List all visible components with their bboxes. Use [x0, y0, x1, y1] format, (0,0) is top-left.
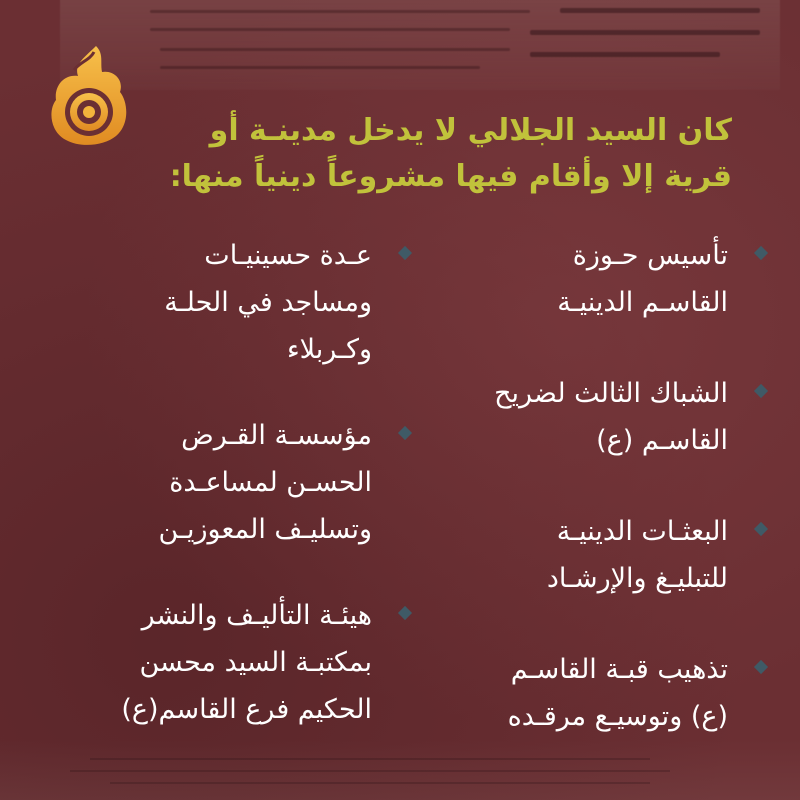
list-item: [426, 232, 756, 326]
diamond-bullet-icon: [398, 426, 412, 440]
list-item-line: القاسـم (ع): [596, 425, 728, 456]
diamond-bullet-icon: [754, 660, 768, 674]
list-item-line: وتسليـف المعوزيـن: [158, 514, 372, 545]
list-item-line: وكـربلاء: [286, 334, 372, 365]
list-item-line: الشباك الثالث لضريح: [494, 378, 728, 409]
list-item-line: بمكتبـة السيد محسن: [139, 647, 372, 678]
list-item-line: مؤسسـة القـرض: [181, 420, 372, 451]
list-item-line: عـدة حسينيـات: [204, 240, 372, 271]
diamond-bullet-icon: [398, 246, 412, 260]
list-item-line: للتبليـغ والإرشـاد: [546, 563, 728, 594]
list-item-line: هيئـة التأليـف والنشر: [141, 600, 372, 631]
list-item-line: الحسـن لمساعـدة: [169, 467, 372, 498]
list-item: [426, 508, 756, 602]
list-item: [426, 646, 756, 740]
list-item-line: القاسـم الدينيـة: [557, 287, 728, 318]
list-item-line: تأسيس حـوزة: [572, 240, 728, 271]
list-item: [70, 412, 400, 553]
headline-line-2: قرية إلا وأقام فيها مشروعاً دينياً منها:: [169, 159, 732, 194]
list-item: [70, 232, 400, 373]
list-item-line: (ع) وتوسيـع مرقـده: [507, 701, 728, 732]
diamond-bullet-icon: [754, 246, 768, 260]
list-item: [426, 370, 756, 464]
manuscript-texture-bottom: [0, 740, 800, 800]
headline-line-1: كان السيد الجلالي لا يدخل مدينـة أو: [209, 113, 732, 148]
diamond-bullet-icon: [754, 384, 768, 398]
manuscript-texture: [60, 0, 780, 90]
list-item-line: الحكيم فرع القاسم(ع): [121, 694, 372, 725]
list-item: [70, 592, 400, 733]
diamond-bullet-icon: [754, 522, 768, 536]
headline: [132, 108, 732, 200]
list-item-line: البعثـات الدينيـة: [556, 516, 728, 547]
diamond-bullet-icon: [398, 606, 412, 620]
list-item-line: تذهيب قبـة القاسـم: [510, 654, 728, 685]
list-item-line: ومساجد في الحلـة: [164, 287, 372, 318]
flame-ring-logo-icon: [44, 40, 134, 150]
